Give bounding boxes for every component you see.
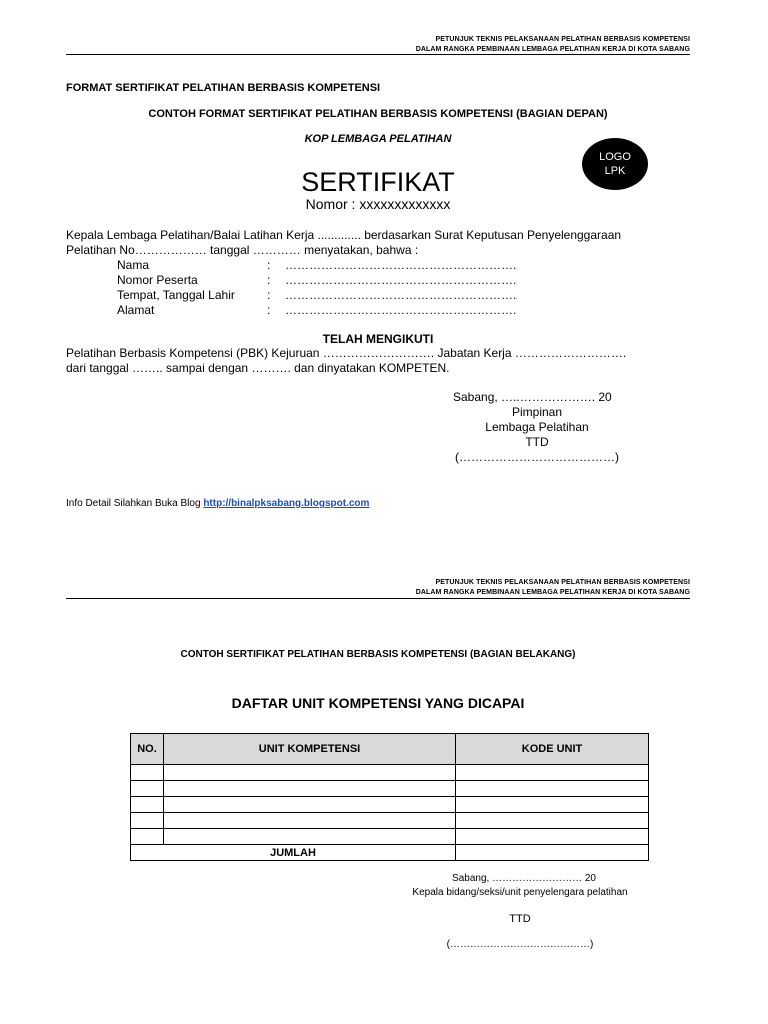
back-example-title: CONTOH SERTIFIKAT PELATIHAN BERBASIS KOMPETENSI (BAGIAN BELAKANG) (180, 649, 576, 660)
table-cell (131, 765, 164, 781)
field-alamat (117, 303, 516, 318)
table-cell (456, 797, 649, 813)
header-rule (66, 54, 690, 55)
certificate-title: SERTIFIKAT (301, 167, 455, 197)
signature-ttd: TTD (525, 435, 549, 449)
col-header-no: NO. (131, 734, 164, 765)
table-cell (456, 813, 649, 829)
table-cell (456, 765, 649, 781)
header-line-2: DALAM RANGKA PEMBINAAN LEMBAGA PELATIHAN KERJA DI KOTA SABANG (415, 46, 690, 53)
page-header (416, 35, 690, 55)
table-cell (456, 781, 649, 797)
table-row (131, 813, 649, 829)
followed-line-2: dari tanggal …….. sampai dengan ………. dan dinyatakan KOMPETEN. (66, 361, 450, 375)
table-cell (164, 781, 456, 797)
certificate-number: Nomor : xxxxxxxxxxxxx (305, 196, 451, 212)
table-row (131, 829, 649, 845)
table-row (131, 781, 649, 797)
front-signature-block (453, 390, 621, 465)
intro-line-1: Kepala Lembaga Pelatihan/Balai Latihan Kerja ............. berdasarkan Surat Keputusan Penyelenggaraan (66, 228, 622, 242)
field-value: …………………………………………………. (285, 273, 517, 287)
table-cell (131, 829, 164, 845)
signature-role: Kepala bidang/seksi/unit penyelengara pelatihan (412, 887, 628, 898)
header-line-1: PETUNJUK TEKNIS PELAKSANAAN PELATIHAN BERBASIS KOMPETENSI (435, 579, 690, 586)
field-colon: : (267, 303, 271, 317)
table-cell (131, 813, 164, 829)
header-line-1: PETUNJUK TEKNIS PELAKSANAAN PELATIHAN BERBASIS KOMPETENSI (435, 36, 690, 43)
followed-line-1: Pelatihan Berbasis Kompetensi (PBK) Kejuruan ………………………. Jabatan Kerja ………………………. (66, 346, 627, 360)
field-value: …………………………………………………. (285, 303, 517, 317)
table-cell (164, 829, 456, 845)
col-header-unit: UNIT KOMPETENSI (164, 734, 456, 765)
info-line (66, 498, 369, 509)
field-value: …………………………………………………. (285, 288, 517, 302)
field-label: Nama (117, 258, 150, 272)
field-colon: : (267, 273, 271, 287)
logo-text-1: LOGO (599, 151, 631, 163)
table-header-row (131, 734, 649, 765)
field-colon: : (267, 258, 271, 272)
front-example-title: CONTOH FORMAT SERTIFIKAT PELATIHAN BERBASIS KOMPETENSI (BAGIAN DEPAN) (148, 108, 608, 120)
followed-title: TELAH MENGIKUTI (322, 332, 434, 346)
signature-place-date: Sabang, ……………………… 20 (452, 873, 596, 884)
header-rule (66, 598, 690, 599)
table-row (131, 765, 649, 781)
total-label: JUMLAH (131, 845, 456, 861)
header-line-2: DALAM RANGKA PEMBINAAN LEMBAGA PELATIHAN KERJA DI KOTA SABANG (415, 589, 690, 596)
table-cell (164, 813, 456, 829)
field-label: Alamat (117, 303, 155, 317)
table-cell (164, 765, 456, 781)
table-cell (131, 797, 164, 813)
signature-name: (…………………………………) (455, 450, 619, 464)
signature-place-date: Sabang, …..………………. 20 (453, 390, 612, 404)
blog-link[interactable]: http://binalpksabang.blogspot.com (203, 498, 370, 509)
competency-list-title: DAFTAR UNIT KOMPETENSI YANG DICAPAI (231, 695, 525, 711)
signature-ttd: TTD (509, 913, 531, 925)
total-value (456, 845, 649, 861)
format-title: FORMAT SERTIFIKAT PELATIHAN BERBASIS KOMPETENSI (66, 82, 381, 94)
col-header-code: KODE UNIT (456, 734, 649, 765)
signature-role-2: Lembaga Pelatihan (485, 420, 589, 434)
field-label: Nomor Peserta (117, 273, 198, 287)
field-colon: : (267, 288, 271, 302)
field-tempat-tanggal-lahir (117, 288, 516, 303)
competency-table (130, 733, 649, 861)
table-cell (131, 781, 164, 797)
field-nomor-peserta (117, 273, 516, 288)
info-text: Info Detail Silahkan Buka Blog (66, 498, 204, 509)
intro-line-2: Pelatihan No……………… tanggal ………… menyatakan, bahwa : (66, 243, 419, 257)
table-total-row (131, 845, 649, 861)
signature-role-1: Pimpinan (511, 405, 563, 419)
table-row (131, 797, 649, 813)
field-nama (117, 258, 516, 273)
table-cell (164, 797, 456, 813)
signature-name: (……………………………………) (446, 939, 594, 950)
page-header (416, 578, 690, 598)
logo-text-2: LPK (604, 165, 626, 177)
field-value: …………………………………………………. (285, 258, 517, 272)
table-cell (456, 829, 649, 845)
kop-label: KOP LEMBAGA PELATIHAN (304, 133, 452, 145)
field-label: Tempat, Tanggal Lahir (117, 288, 235, 302)
back-signature-block (390, 872, 650, 952)
